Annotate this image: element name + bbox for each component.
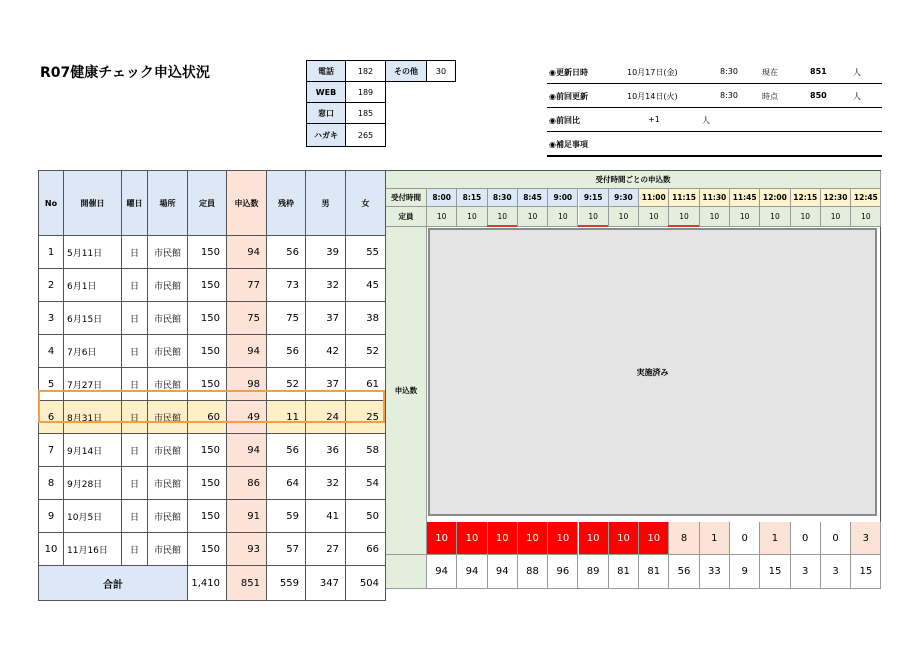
counter-label: 窓口 [306, 102, 346, 124]
completed-box: 実施済み [428, 228, 877, 516]
cell-capacity: 150 [188, 434, 227, 467]
cell-female: 55 [346, 236, 386, 269]
now-unit: 人 [853, 68, 861, 77]
cell-male: 24 [306, 401, 346, 434]
postcard-label: ハガキ [306, 123, 346, 147]
cell-remaining: 75 [267, 302, 306, 335]
slot-capacity: 10 [457, 207, 487, 227]
table-row [39, 335, 386, 368]
slot-total: 33 [700, 555, 730, 589]
cell-dow: 日 [122, 269, 148, 302]
cell-no: 10 [39, 533, 64, 566]
cell-applied: 49 [227, 401, 267, 434]
cell-place: 市民館 [148, 533, 188, 566]
cell-date: 8月31日 [64, 401, 122, 434]
total-female: 504 [346, 566, 386, 601]
table-row [39, 500, 386, 533]
diff-unit: 人 [702, 116, 710, 125]
cell-male: 41 [306, 500, 346, 533]
total-capacity: 1,410 [188, 566, 227, 601]
cell-capacity: 150 [188, 368, 227, 401]
point-value: 850 [810, 91, 827, 100]
slot-total: 81 [639, 555, 669, 589]
slot-full-marker [578, 225, 608, 227]
slot-count: 1 [700, 522, 730, 555]
cell-capacity: 150 [188, 269, 227, 302]
totals-label: 合計 [39, 566, 188, 601]
slot-total: 9 [730, 555, 760, 589]
cell-remaining: 11 [267, 401, 306, 434]
now-label: 現在 [762, 68, 778, 77]
time-header: 11:00 [639, 189, 669, 207]
update-time: 8:30 [720, 67, 738, 76]
cell-no: 7 [39, 434, 64, 467]
cell-dow: 日 [122, 533, 148, 566]
slot-capacity: 10 [579, 207, 609, 227]
cell-remaining: 56 [267, 434, 306, 467]
web-value: 189 [345, 81, 386, 103]
cell-male: 37 [306, 302, 346, 335]
cell-place: 市民館 [148, 335, 188, 368]
update-label: ◉更新日時 [549, 68, 588, 77]
time-header: 11:15 [669, 189, 699, 207]
cell-applied: 91 [227, 500, 267, 533]
time-header: 12:00 [760, 189, 790, 207]
cell-applied: 77 [227, 269, 267, 302]
cell-dow: 日 [122, 335, 148, 368]
web-label: WEB [306, 81, 346, 103]
point-unit: 人 [853, 92, 861, 101]
table-row [39, 401, 386, 434]
slot-total: 15 [760, 555, 790, 589]
cell-place: 市民館 [148, 368, 188, 401]
cell-no: 8 [39, 467, 64, 500]
header-no: No [39, 171, 64, 236]
cell-female: 38 [346, 302, 386, 335]
page-title: R07健康チェック申込状況 [40, 65, 210, 81]
slot-count: 0 [791, 522, 821, 555]
note-label: ◉補足事項 [549, 140, 588, 149]
header-place: 場所 [148, 171, 188, 236]
diff-row [547, 108, 882, 132]
cell-male: 39 [306, 236, 346, 269]
slot-count: 10 [548, 522, 578, 555]
cell-dow: 日 [122, 236, 148, 269]
cell-no: 6 [39, 401, 64, 434]
time-header: 12:30 [821, 189, 851, 207]
cell-capacity: 60 [188, 401, 227, 434]
cell-male: 32 [306, 467, 346, 500]
cell-female: 66 [346, 533, 386, 566]
table-row [39, 236, 386, 269]
cell-applied: 94 [227, 434, 267, 467]
time-header: 8:15 [457, 189, 487, 207]
time-label: 受付時間 [386, 189, 427, 207]
total-male: 347 [306, 566, 346, 601]
cell-female: 45 [346, 269, 386, 302]
slot-total: 94 [427, 555, 457, 589]
cell-capacity: 150 [188, 236, 227, 269]
cell-remaining: 52 [267, 368, 306, 401]
table-row [39, 434, 386, 467]
diff-value: +1 [648, 115, 660, 124]
slot-count: 0 [730, 522, 760, 555]
totals-row [39, 566, 386, 601]
cell-place: 市民館 [148, 467, 188, 500]
header-applied: 申込数 [227, 171, 267, 236]
slot-count: 10 [427, 522, 457, 555]
slot-capacity: 10 [609, 207, 639, 227]
cell-capacity: 150 [188, 500, 227, 533]
cell-place: 市民館 [148, 236, 188, 269]
slot-capacity: 10 [791, 207, 821, 227]
counter-value: 185 [345, 102, 386, 124]
diff-label: ◉前回比 [549, 116, 580, 125]
cell-remaining: 56 [267, 335, 306, 368]
cell-applied: 93 [227, 533, 267, 566]
slot-total: 56 [669, 555, 699, 589]
cell-no: 2 [39, 269, 64, 302]
cell-place: 市民館 [148, 500, 188, 533]
cell-date: 6月1日 [64, 269, 122, 302]
applied-label: 申込数 [386, 227, 427, 555]
slot-total: 94 [457, 555, 487, 589]
slot-count: 3 [851, 522, 881, 555]
cell-no: 4 [39, 335, 64, 368]
update-date: 10月17日(金) [627, 68, 678, 77]
cell-no: 1 [39, 236, 64, 269]
cell-male: 37 [306, 368, 346, 401]
slot-capacity: 10 [851, 207, 881, 227]
slot-count: 10 [579, 522, 609, 555]
cell-no: 9 [39, 500, 64, 533]
previous-row [547, 84, 882, 108]
cell-date: 11月16日 [64, 533, 122, 566]
slot-total: 96 [548, 555, 578, 589]
cell-female: 54 [346, 467, 386, 500]
cell-date: 7月6日 [64, 335, 122, 368]
cell-place: 市民館 [148, 269, 188, 302]
cell-capacity: 150 [188, 533, 227, 566]
cell-applied: 86 [227, 467, 267, 500]
cell-dow: 日 [122, 500, 148, 533]
update-info [547, 60, 882, 157]
cell-no: 5 [39, 368, 64, 401]
slot-capacity: 10 [548, 207, 578, 227]
time-header: 9:15 [579, 189, 609, 207]
cell-date: 9月14日 [64, 434, 122, 467]
slot-count: 8 [669, 522, 699, 555]
previous-date: 10月14日(火) [627, 92, 678, 101]
slot-count: 10 [639, 522, 669, 555]
slot-capacity: 10 [700, 207, 730, 227]
slot-capacity: 10 [760, 207, 790, 227]
cell-dow: 日 [122, 302, 148, 335]
slot-capacity: 10 [427, 207, 457, 227]
total-remaining: 559 [267, 566, 306, 601]
slot-count: 10 [488, 522, 518, 555]
phone-label: 電話 [306, 60, 346, 82]
slot-capacity: 10 [518, 207, 548, 227]
slot-grid-title: 受付時間ごとの申込数 [386, 171, 881, 189]
slot-total: 3 [791, 555, 821, 589]
cell-female: 50 [346, 500, 386, 533]
slot-capacity: 10 [639, 207, 669, 227]
cell-remaining: 57 [267, 533, 306, 566]
slot-capacity: 10 [488, 207, 518, 227]
time-header: 12:15 [791, 189, 821, 207]
slot-full-marker [487, 225, 517, 227]
cell-remaining: 64 [267, 467, 306, 500]
cell-applied: 98 [227, 368, 267, 401]
slot-count: 1 [760, 522, 790, 555]
postcard-value: 265 [345, 123, 386, 147]
cell-no: 3 [39, 302, 64, 335]
header-male: 男 [306, 171, 346, 236]
table-row [39, 302, 386, 335]
slot-capacity: 10 [730, 207, 760, 227]
cell-place: 市民館 [148, 302, 188, 335]
cell-date: 5月11日 [64, 236, 122, 269]
cell-capacity: 150 [188, 335, 227, 368]
cell-male: 42 [306, 335, 346, 368]
time-header: 11:45 [730, 189, 760, 207]
slot-count: 10 [457, 522, 487, 555]
cell-applied: 94 [227, 236, 267, 269]
cell-applied: 75 [227, 302, 267, 335]
cell-capacity: 150 [188, 302, 227, 335]
applied-label-foot [386, 555, 427, 589]
cell-date: 9月28日 [64, 467, 122, 500]
cell-date: 7月27日 [64, 368, 122, 401]
session-table [38, 170, 386, 601]
slot-total: 81 [609, 555, 639, 589]
time-header: 12:45 [851, 189, 881, 207]
other-value: 30 [426, 60, 456, 82]
header-remaining: 残枠 [267, 171, 306, 236]
cell-capacity: 150 [188, 467, 227, 500]
phone-value: 182 [345, 60, 386, 82]
slot-count: 10 [609, 522, 639, 555]
time-header: 8:00 [427, 189, 457, 207]
slot-total: 89 [579, 555, 609, 589]
cell-dow: 日 [122, 368, 148, 401]
slot-total: 88 [518, 555, 548, 589]
header-dow: 曜日 [122, 171, 148, 236]
point-label: 時点 [762, 92, 778, 101]
header-capacity: 定員 [188, 171, 227, 236]
cell-remaining: 56 [267, 236, 306, 269]
slot-capacity-label: 定員 [386, 207, 427, 227]
cell-dow: 日 [122, 434, 148, 467]
cell-dow: 日 [122, 467, 148, 500]
slot-total: 3 [821, 555, 851, 589]
cell-date: 6月15日 [64, 302, 122, 335]
cell-place: 市民館 [148, 434, 188, 467]
note-row [547, 132, 882, 157]
slot-total: 94 [488, 555, 518, 589]
cell-date: 10月5日 [64, 500, 122, 533]
slot-count: 0 [821, 522, 851, 555]
now-value: 851 [810, 67, 827, 76]
time-header: 8:45 [518, 189, 548, 207]
time-header: 8:30 [488, 189, 518, 207]
other-label: その他 [385, 60, 427, 82]
table-row [39, 533, 386, 566]
slot-count: 10 [518, 522, 548, 555]
time-header: 9:30 [609, 189, 639, 207]
total-applied: 851 [227, 566, 267, 601]
slot-full-marker [668, 225, 698, 227]
header-date: 開催日 [64, 171, 122, 236]
cell-male: 27 [306, 533, 346, 566]
cell-dow: 日 [122, 401, 148, 434]
previous-time: 8:30 [720, 91, 738, 100]
cell-remaining: 59 [267, 500, 306, 533]
cell-place: 市民館 [148, 401, 188, 434]
cell-remaining: 73 [267, 269, 306, 302]
update-row [547, 60, 882, 84]
cell-female: 52 [346, 335, 386, 368]
slot-capacity: 10 [669, 207, 699, 227]
cell-female: 58 [346, 434, 386, 467]
cell-male: 36 [306, 434, 346, 467]
cell-male: 32 [306, 269, 346, 302]
table-row [39, 467, 386, 500]
slot-total: 15 [851, 555, 881, 589]
previous-label: ◉前回更新 [549, 92, 588, 101]
cell-applied: 94 [227, 335, 267, 368]
cell-female: 25 [346, 401, 386, 434]
table-row [39, 269, 386, 302]
time-header: 11:30 [700, 189, 730, 207]
slot-capacity: 10 [821, 207, 851, 227]
table-row [39, 368, 386, 401]
header-female: 女 [346, 171, 386, 236]
cell-female: 61 [346, 368, 386, 401]
time-header: 9:00 [548, 189, 578, 207]
